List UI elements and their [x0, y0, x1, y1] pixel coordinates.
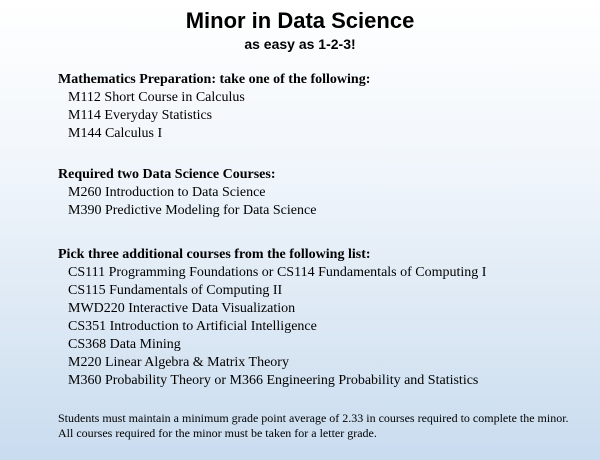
math-preparation-section: [58, 71, 370, 143]
list-item: CS115 Fundamentals of Computing II: [68, 283, 283, 298]
page-subtitle: as easy as 1-2-3!: [244, 36, 356, 52]
course-list: [58, 264, 486, 390]
elective-courses-section: [58, 246, 486, 390]
list-item: CS368 Data Mining: [68, 337, 181, 352]
section-heading: Mathematics Preparation: take one of the following:: [58, 72, 371, 87]
list-item: M112 Short Course in Calculus: [68, 90, 245, 105]
list-item: CS351 Introduction to Artificial Intelligence: [68, 319, 317, 334]
list-item: M114 Everyday Statistics: [68, 108, 213, 123]
page-title: Minor in Data Science: [185, 8, 415, 33]
list-item: M360 Probability Theory or M366 Engineering Probability and Statistics: [68, 373, 479, 388]
list-item: M260 Introduction to Data Science: [68, 185, 266, 200]
list-item: CS111 Programming Foundations or CS114 Fundamentals of Computing I: [68, 265, 487, 280]
section-heading: Required two Data Science Courses:: [58, 167, 276, 182]
list-item: MWD220 Interactive Data Visualization: [68, 301, 296, 316]
list-item: M220 Linear Algebra & Matrix Theory: [68, 355, 289, 370]
course-list: [58, 184, 316, 220]
section-heading: Pick three additional courses from the following list:: [58, 247, 371, 262]
list-item: M390 Predictive Modeling for Data Science: [68, 203, 317, 218]
list-item: M144 Calculus I: [68, 126, 163, 141]
requirements-note: Students must maintain a minimum grade point average of 2.33 in courses required to complete the minor. All courses required for the minor must be taken for a letter grade.: [58, 411, 569, 440]
course-list: [58, 89, 370, 143]
required-courses-section: [58, 166, 316, 220]
